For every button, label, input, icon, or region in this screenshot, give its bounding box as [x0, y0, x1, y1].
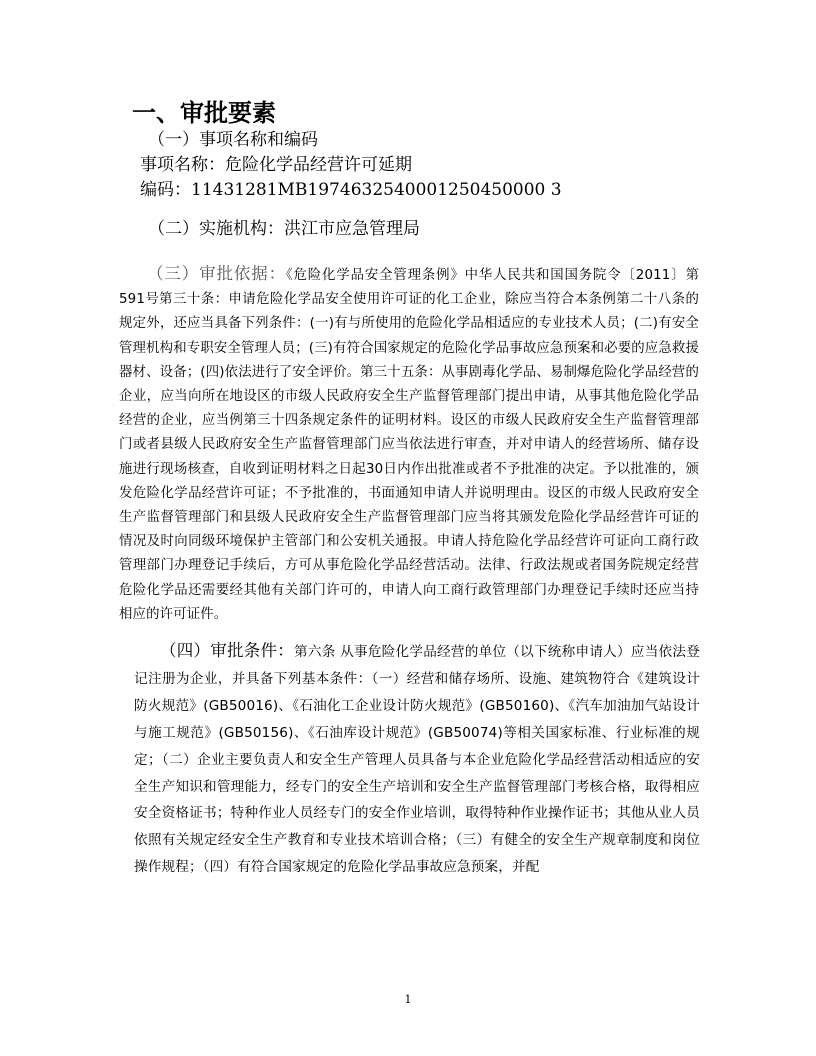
- approval-basis-paragraph: [119, 262, 699, 627]
- item-code-line: 编码：11431281MB1974632540001250450000 3: [140, 180, 562, 200]
- item-name-code-title: （一）事项名称和编码: [148, 130, 318, 150]
- approval-basis-label: （三）审批依据：: [147, 264, 286, 283]
- approval-basis-text: 《危险化学品安全管理条例》中华人民共和国国务院令〔2011〕第591号第三十条：申请危险化学品安全使用许可证的化工企业，除应当符合本条例第二十八条的规定外，还应当具备下列条件：(一)有与所使用的危险化学品相适应的专业技术人员；(二)有安全管理机构和专职安全管理人员；(三)有符合国家规定的危险化学品事故应急预案和必要的应急救援器材、设备；(四)依法进行了安全评价。第三十五条：从事剧毒化学品、易制爆危险化学品经营的企业，应当向所在地设区的市级人民政府安全生产监督管理部门提出申请，从事其他危险化学品经营的企业，应当例第三十四条规定条件的证明材料。设区的市级人民政府安全生产监督管理部门或者县级人民政府安全生产监督管理部门应当依法进行审查，并对申请人的经营场所、储存设施进行现场核查，自收到证明材料之日起30日内作出批准或者不予批准的决定。予以批准的，颁发危险化学品经营许可证；不予批准的，书面通知申请人并说明理由。设区的市级人民政府安全生产监督管理部门和县级人民政府安全生产监督管理部门应当将其颁发危险化学品经营许可证的情况及时向同级环境保护主管部门和公安机关通报。申请人持危险化学品经营许可证向工商行政管理部门办理登记手续后，方可从事危险化学品经营活动。法律、行政法规或者国务院规定经营危险化学品还需要经其他有关部门许可的，申请人向工商行政管理部门办理登记手续时还应当持相应的许可证件。: [119, 268, 699, 622]
- approval-conditions-paragraph: [134, 638, 700, 881]
- approval-conditions-label: （四）审批条件：: [160, 641, 295, 660]
- page-number: 1: [404, 993, 412, 1006]
- approval-conditions-text: 第六条 从事危险化学品经营的单位（以下统称申请人）应当依法登记注册为企业，并具备下列基本条件：（一）经营和储存场所、设施、建筑物符合《建筑设计防火规范》(GB50016)、《石油化工企业设计防火规范》(GB50160)、《汽车加油加气站设计与施工规范》(GB50156)、《石油库设计规范》(GB50074)等相关国家标准、行业标准的规定；（二）企业主要负责人和安全生产管理人员具备与本企业危险化学品经营活动相适应的安全生产知识和管理能力，经专门的安全生产培训和安全生产监督管理部门考核合格，取得相应安全资格证书；特种作业人员经专门的安全作业培训，取得特种作业操作证书；其他从业人员依照有关规定经安全生产教育和专业技术培训合格；（三）有健全的安全生产规章制度和岗位操作规程；（四）有符合国家规定的危险化学品事故应急预案，并配: [134, 644, 700, 876]
- item-name-line: 事项名称：危险化学品经营许可延期: [140, 155, 412, 175]
- section-heading: 一、审批要素: [132, 99, 276, 127]
- implementing-agency-line: （二）实施机构：洪江市应急管理局: [148, 219, 420, 239]
